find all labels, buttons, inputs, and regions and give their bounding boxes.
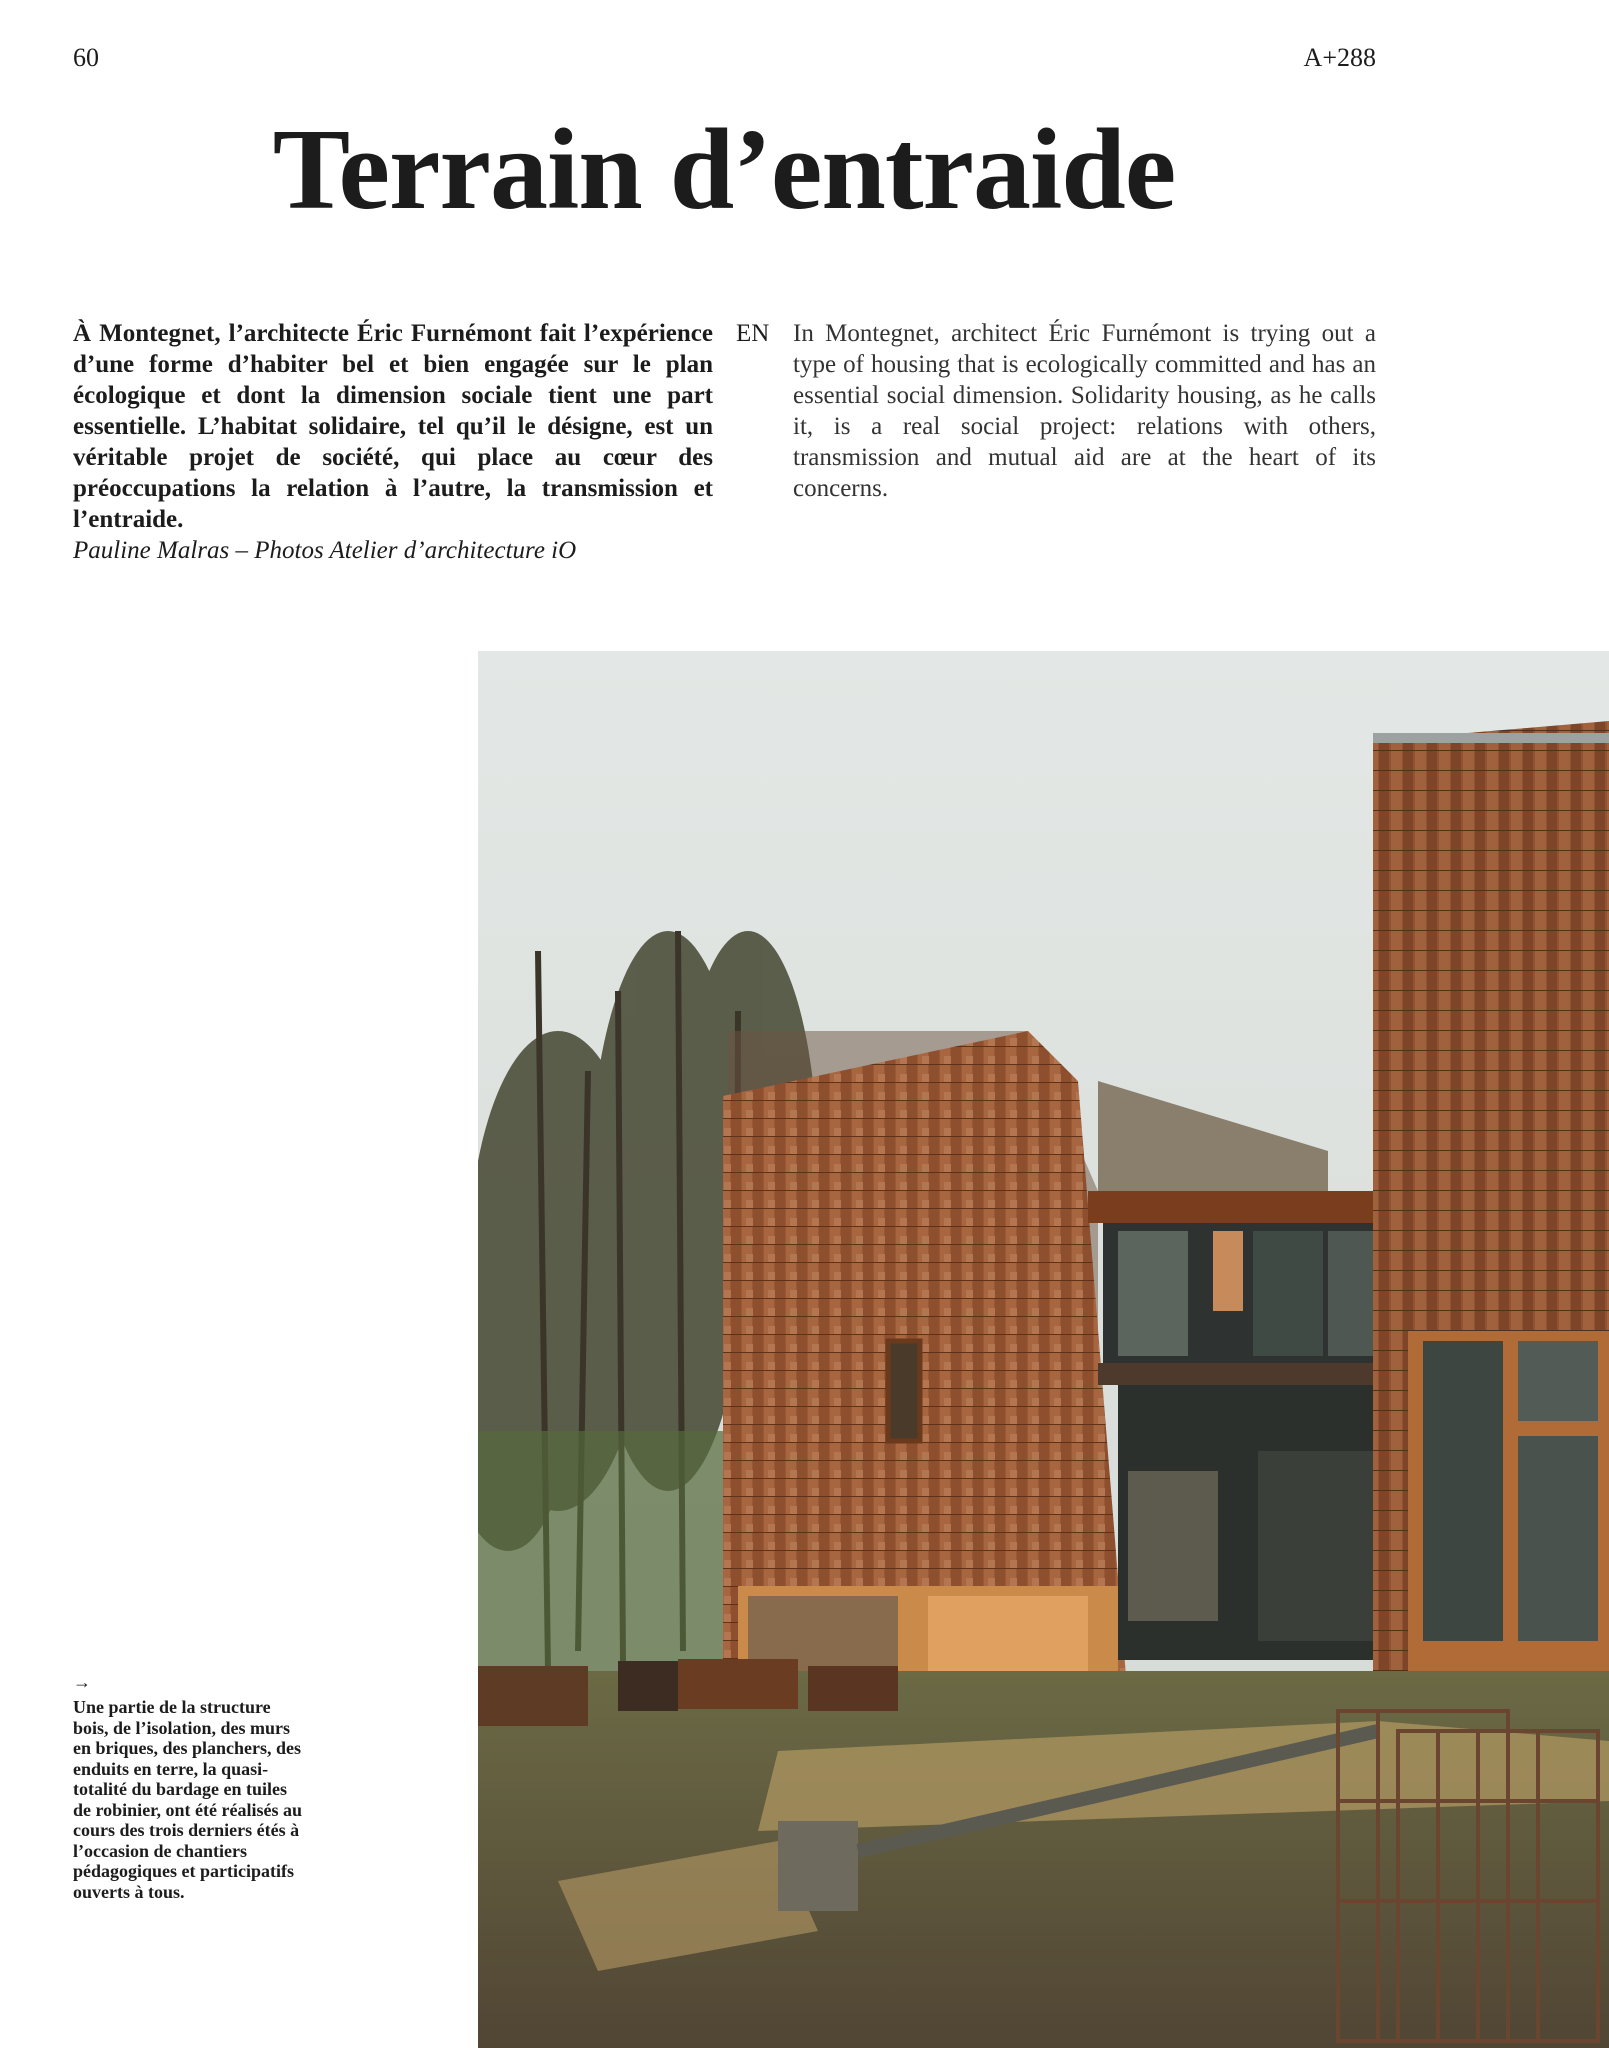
article-title: Terrain d’entraide [272, 106, 1176, 234]
lede-english: In Montegnet, architect Éric Furnémont is trying out a type of housing that is ecologically committed and has an essential social dimension. Solidarity housing, as he calls it, is a real social project: relations with others, transmission and mutual aid are at the heart of its concerns. [793, 320, 1376, 502]
language-tag: EN [736, 320, 770, 347]
arrow-right-icon: → [73, 1672, 91, 1692]
byline: Pauline Malras – Photos Atelier d’architecture iO [73, 537, 577, 564]
house-photo [478, 651, 1609, 2048]
page-number: 60 [73, 43, 99, 72]
lede-french: À Montegnet, l’architecte Éric Furnémont fait l’expérience d’une forme d’habiter bel et bien engagée sur le plan écologique et dont la dimension sociale tient une part essentielle. L’habitat solidaire, tel qu’il le désigne, est un véritable projet de société, qui place au cœur des préoccupations la relation à l’autre, la transmission et l’entraide. [73, 320, 713, 533]
photo-caption: Une partie de la structure bois, de l’isolation, des murs en briques, des planchers, des enduits en terre, la quasi-totalité du bardage en tuiles de robinier, ont été réalisés au cours des trois derniers étés à l’occasion de chantiers pédagogiques et participatifs ouverts à tous. [73, 1697, 302, 1902]
issue-number: A+288 [1303, 43, 1376, 72]
